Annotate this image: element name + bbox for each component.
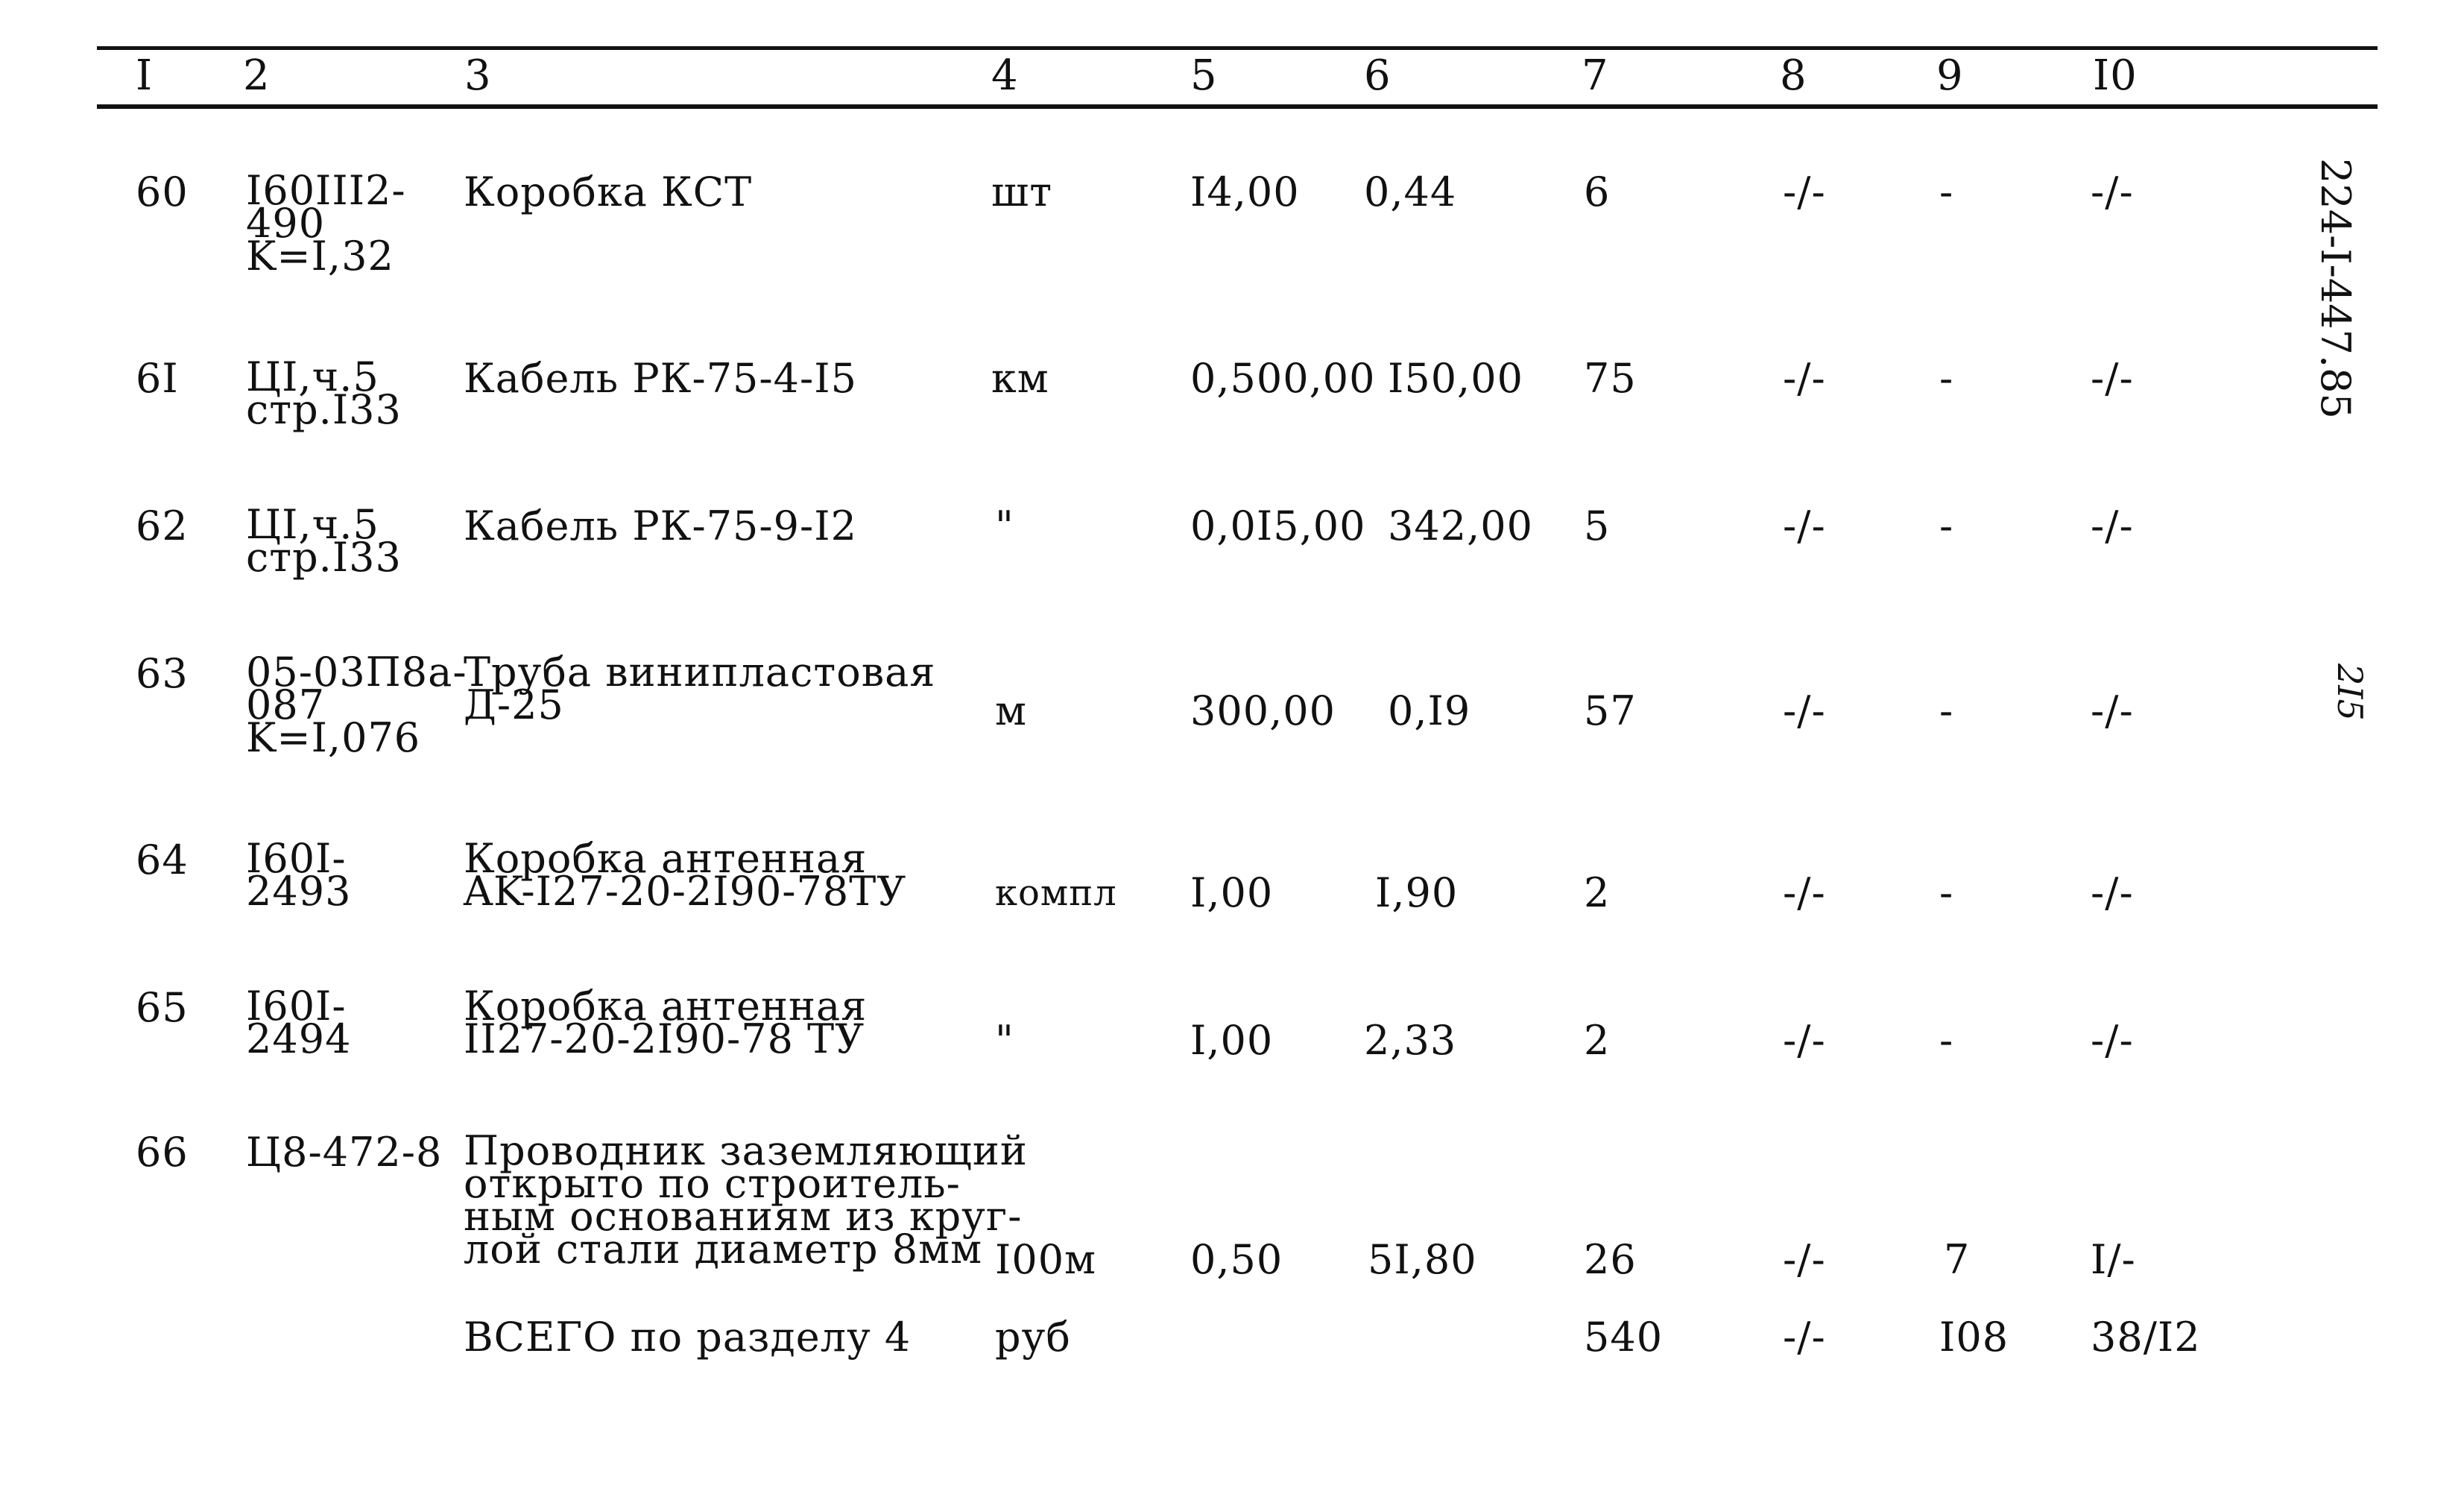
- total-col8: -/-: [1783, 1314, 1826, 1361]
- row-65-name: Коробка антенная II27-20-2I90-78 ТУ: [464, 983, 868, 1062]
- row-61-num: 6I: [136, 355, 179, 402]
- row-61-code: ЦI,ч.5 стр.I33: [246, 353, 402, 433]
- row-60-col10: -/-: [2091, 168, 2134, 215]
- row-65-code: I60I- 2494: [246, 983, 352, 1062]
- row-65-col9: -: [1939, 1017, 1954, 1064]
- header-col-2: 2: [243, 51, 271, 100]
- total-col9: I08: [1939, 1314, 2009, 1361]
- row-64-code: I60I- 2493: [246, 835, 352, 915]
- total-col10: 38/I2: [2091, 1314, 2201, 1361]
- top-rule: [97, 46, 2378, 50]
- row-62-qty: 0,0I5,00: [1190, 502, 1366, 549]
- row-62-code: ЦI,ч.5 стр.I33: [246, 501, 402, 581]
- row-64-col8: -/-: [1783, 869, 1826, 916]
- row-61-unit: км: [991, 355, 1049, 402]
- row-64-col10: -/-: [2091, 869, 2134, 916]
- row-61-col9: -: [1939, 355, 1954, 402]
- row-64-qty: I,00: [1190, 869, 1274, 916]
- header-col-4: 4: [991, 51, 1019, 100]
- row-61-name: Кабель РК-75-4-I5: [464, 355, 857, 402]
- row-66-col8: -/-: [1783, 1236, 1826, 1283]
- row-65-num: 65: [136, 984, 189, 1031]
- row-60-total: 6: [1584, 168, 1611, 215]
- row-65-col10: -/-: [2091, 1017, 2134, 1064]
- row-64-col9: -: [1939, 869, 1954, 916]
- row-63-col9: -: [1939, 687, 1954, 734]
- row-64-name: Коробка антенная AK-I27-20-2I90-78ТУ: [464, 835, 907, 915]
- row-66-unit: I00м: [995, 1236, 1097, 1283]
- header-col-6: 6: [1364, 51, 1391, 100]
- row-65-price: 2,33: [1364, 1017, 1457, 1064]
- page-mark: 2I5: [2330, 664, 2370, 721]
- header-col-7: 7: [1582, 51, 1609, 100]
- header-col-3: 3: [464, 51, 492, 100]
- row-66-name: Проводник заземляющий открыто по строитель- ным основаниям из круг- лой стали диаметр 8мм: [464, 1127, 1028, 1273]
- row-66-total: 26: [1584, 1236, 1637, 1283]
- row-64-total: 2: [1584, 869, 1611, 916]
- total-label: ВСЕГО по разделу 4: [464, 1314, 912, 1361]
- row-60-col9: -: [1939, 168, 1954, 215]
- row-63-num: 63: [136, 650, 189, 697]
- row-62-unit: ": [995, 502, 1014, 549]
- row-63-qty: 300,00: [1190, 687, 1336, 734]
- row-66-col10: I/-: [2091, 1236, 2136, 1283]
- row-62-price: 342,00: [1388, 502, 1533, 549]
- row-64-unit: компл: [995, 872, 1117, 914]
- row-64-num: 64: [136, 836, 189, 883]
- row-63-total: 57: [1584, 687, 1637, 734]
- row-63-col8: -/-: [1783, 687, 1826, 734]
- row-60-qty: I4,00: [1190, 168, 1300, 215]
- row-62-name: Кабель РК-75-9-I2: [464, 502, 857, 549]
- total-unit: руб: [995, 1314, 1071, 1361]
- row-64-price: I,90: [1375, 869, 1459, 916]
- row-62-col8: -/-: [1783, 502, 1826, 549]
- row-63-price: 0,I9: [1388, 687, 1471, 734]
- row-62-col10: -/-: [2091, 502, 2134, 549]
- row-61-price: I50,00: [1388, 355, 1523, 402]
- row-60-price: 0,44: [1364, 168, 1457, 215]
- row-63-name: Труба винипластовая Д-25: [464, 649, 936, 728]
- row-66-code: Ц8-472-8: [246, 1129, 443, 1176]
- row-66-col9: 7: [1944, 1236, 1971, 1283]
- header-col-5: 5: [1190, 51, 1218, 100]
- row-63-col10: -/-: [2091, 687, 2134, 734]
- row-66-num: 66: [136, 1129, 189, 1176]
- row-65-unit: ": [995, 1017, 1014, 1064]
- row-65-total: 2: [1584, 1017, 1611, 1064]
- header-col-1: I: [136, 51, 154, 100]
- header-col-8: 8: [1780, 51, 1807, 100]
- row-60-unit: шт: [991, 168, 1053, 215]
- row-66-price: 5I,80: [1368, 1236, 1477, 1283]
- row-61-col8: -/-: [1783, 355, 1826, 402]
- header-col-10: I0: [2093, 51, 2138, 100]
- row-61-total: 75: [1584, 355, 1637, 402]
- header-rule: [97, 104, 2378, 109]
- total-sum: 540: [1584, 1314, 1664, 1361]
- row-63-unit: м: [995, 687, 1028, 734]
- header-col-9: 9: [1936, 51, 1964, 100]
- document-code: 224-I-447.85: [2312, 158, 2359, 419]
- row-63-code: 05-03П8а- 087 K=I,076: [246, 649, 467, 761]
- row-66-qty: 0,50: [1190, 1236, 1283, 1283]
- row-60-num: 60: [136, 168, 189, 215]
- row-65-col8: -/-: [1783, 1017, 1826, 1064]
- row-60-code: I60III2- 490 K=I,32: [246, 167, 406, 280]
- row-65-qty: I,00: [1190, 1017, 1274, 1064]
- row-61-col10: -/-: [2091, 355, 2134, 402]
- row-62-num: 62: [136, 502, 189, 549]
- row-62-col9: -: [1939, 502, 1954, 549]
- row-60-name: Коробка КСТ: [464, 168, 753, 215]
- row-60-col8: -/-: [1783, 168, 1826, 215]
- row-61-qty: 0,500,00: [1190, 355, 1376, 402]
- row-62-total: 5: [1584, 502, 1611, 549]
